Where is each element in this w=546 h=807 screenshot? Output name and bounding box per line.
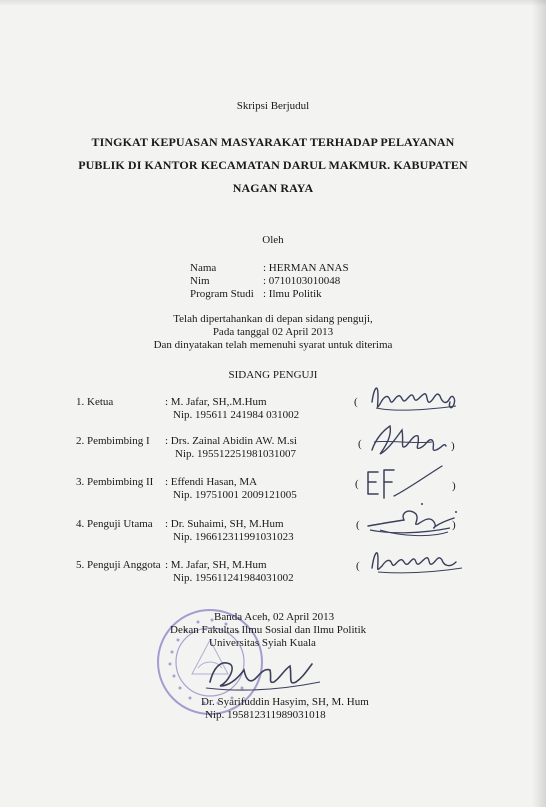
- signature-paren-open: (: [355, 478, 359, 490]
- committee-role: 4. Penguji Utama: [76, 518, 153, 530]
- committee-member-name: : Drs. Zainal Abidin AW. M.si: [165, 435, 297, 447]
- thesis-title-line-2: PUBLIK DI KANTOR KECAMATAN DARUL MAKMUR. KABUPATEN: [78, 158, 468, 172]
- committee-member-nip: Nip. 195512251981031007: [175, 448, 296, 460]
- signature-5: [366, 538, 466, 582]
- signature-paren-open: (: [358, 438, 362, 450]
- prodi-label: Program Studi: [190, 288, 254, 300]
- name-label: Nama: [190, 262, 217, 274]
- name-value: : HERMAN ANAS: [263, 262, 349, 274]
- defense-line-3: Dan dinyatakan telah memenuhi syarat untuk diterima: [153, 339, 393, 351]
- by-label: Oleh: [262, 234, 284, 246]
- committee-member-nip: Nip. 195611 241984 031002: [173, 409, 300, 421]
- defense-line-2: Pada tanggal 02 April 2013: [212, 326, 334, 338]
- dean-name: Dr. Syarifuddin Hasyim, SH, M. Hum: [201, 696, 369, 708]
- defense-line-1: Telah dipertahankan di depan sidang penguji,: [173, 313, 373, 325]
- signature-paren-close: ): [452, 480, 456, 492]
- thesis-title-line-1: TINGKAT KEPUASAN MASYARAKAT TERHADAP PELAYANAN: [91, 135, 455, 149]
- thesis-title-line-3: NAGAN RAYA: [232, 181, 314, 195]
- nim-value: : 0710103010048: [263, 275, 341, 287]
- committee-member-nip: Nip. 19751001 2009121005: [173, 489, 297, 501]
- approval-place-date: Banda Aceh, 02 April 2013: [214, 611, 335, 623]
- signature-paren-open: (: [354, 396, 358, 408]
- signature-paren-close: ): [452, 519, 456, 531]
- signature-paren-open: (: [356, 519, 360, 531]
- dean-signature: [200, 652, 330, 696]
- committee-role: 3. Pembimbing II: [76, 476, 154, 488]
- nim-label: Nim: [190, 275, 210, 287]
- committee-role: 5. Penguji Anggota: [76, 559, 161, 571]
- approval-position-line-1: Dekan Fakultas Ilmu Sosial dan Ilmu Politik: [170, 624, 367, 636]
- signature-1: [366, 378, 466, 420]
- approval-position-line-2: Universitas Syiah Kuala: [209, 637, 316, 649]
- committee-member-name: : Effendi Hasan, MA: [165, 476, 258, 488]
- committee-member-name: : Dr. Suhaimi, SH, M.Hum: [165, 518, 284, 530]
- signature-paren-close: ): [451, 440, 455, 452]
- committee-member-name: : M. Jafar, SH,.M.Hum: [165, 396, 267, 408]
- committee-role: 1. Ketua: [76, 396, 114, 408]
- committee-title: SIDANG PENGUJI: [228, 369, 318, 381]
- committee-member-nip: Nip. 196612311991031023: [173, 531, 294, 543]
- signature-paren-open: (: [356, 560, 360, 572]
- dean-nip: Nip. 195812311989031018: [205, 709, 326, 721]
- committee-member-nip: Nip. 195611241984031002: [173, 572, 294, 584]
- signature-2: [362, 420, 452, 464]
- page-top-shadow: [0, 0, 546, 6]
- page-edge-shadow: [532, 0, 546, 807]
- document-heading: Skripsi Berjudul: [236, 100, 310, 112]
- committee-member-name: : M. Jafar, SH, M.Hum: [165, 559, 267, 571]
- committee-role: 2. Pembimbing I: [76, 435, 150, 447]
- prodi-value: : Ilmu Politik: [263, 288, 322, 300]
